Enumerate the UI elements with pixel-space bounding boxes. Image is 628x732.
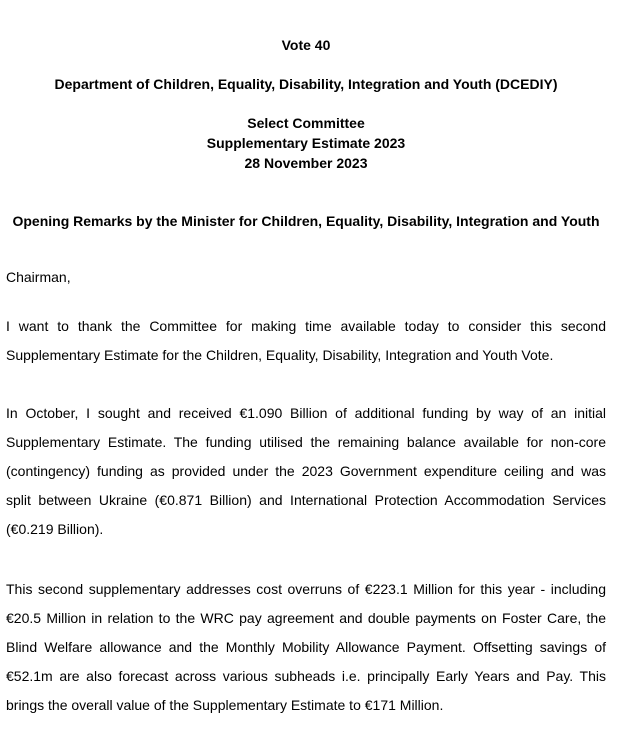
estimate-title: Supplementary Estimate 2023 [206,135,406,151]
salutation: Chairman, [6,269,71,285]
paragraph-2-line-5: (€0.219 Billion). [6,521,104,537]
paragraph-2-line-3: (contingency) funding as provided under the 2023 Government expenditure ceiling and was [6,463,606,479]
remarks-title: Opening Remarks by the Minister for Children, Equality, Disability, Integration and Youth [12,213,600,229]
paragraph-3-line-3: Blind Welfare allowance and the Monthly Mobility Allowance Payment. Offsetting savings of [6,639,606,655]
paragraph-1-line-1: I want to thank the Committee for making time available today to consider this second [6,318,606,334]
paragraph-2-line-4: split between Ukraine (€0.871 Billion) and International Protection Accommodation Services [6,492,606,508]
meeting-date: 28 November 2023 [244,155,368,171]
paragraph-1-line-2: Supplementary Estimate for the Children, Equality, Disability, Integration and Youth Vote. [6,347,554,363]
paragraph-3-line-4: €52.1m are also forecast across various subheads i.e. principally Early Years and Pay. This [6,668,606,684]
paragraph-2-line-2: Supplementary Estimate. The funding utilised the remaining balance available for non-core [6,434,606,450]
department-title: Department of Children, Equality, Disability, Integration and Youth (DCEDIY) [54,76,558,92]
committee-name: Select Committee [247,115,365,131]
vote-number: Vote 40 [281,37,331,53]
paragraph-2-line-1: In October, I sought and received €1.090 Billion of additional funding by way of an initial [6,405,606,421]
paragraph-3-line-2: €20.5 Million in relation to the WRC pay agreement and double payments on Foster Care, the [6,610,606,626]
paragraph-3-line-5: brings the overall value of the Supplementary Estimate to €171 Million. [6,697,444,713]
paragraph-3-line-1: This second supplementary addresses cost overruns of €223.1 Million for this year - including [6,581,606,597]
